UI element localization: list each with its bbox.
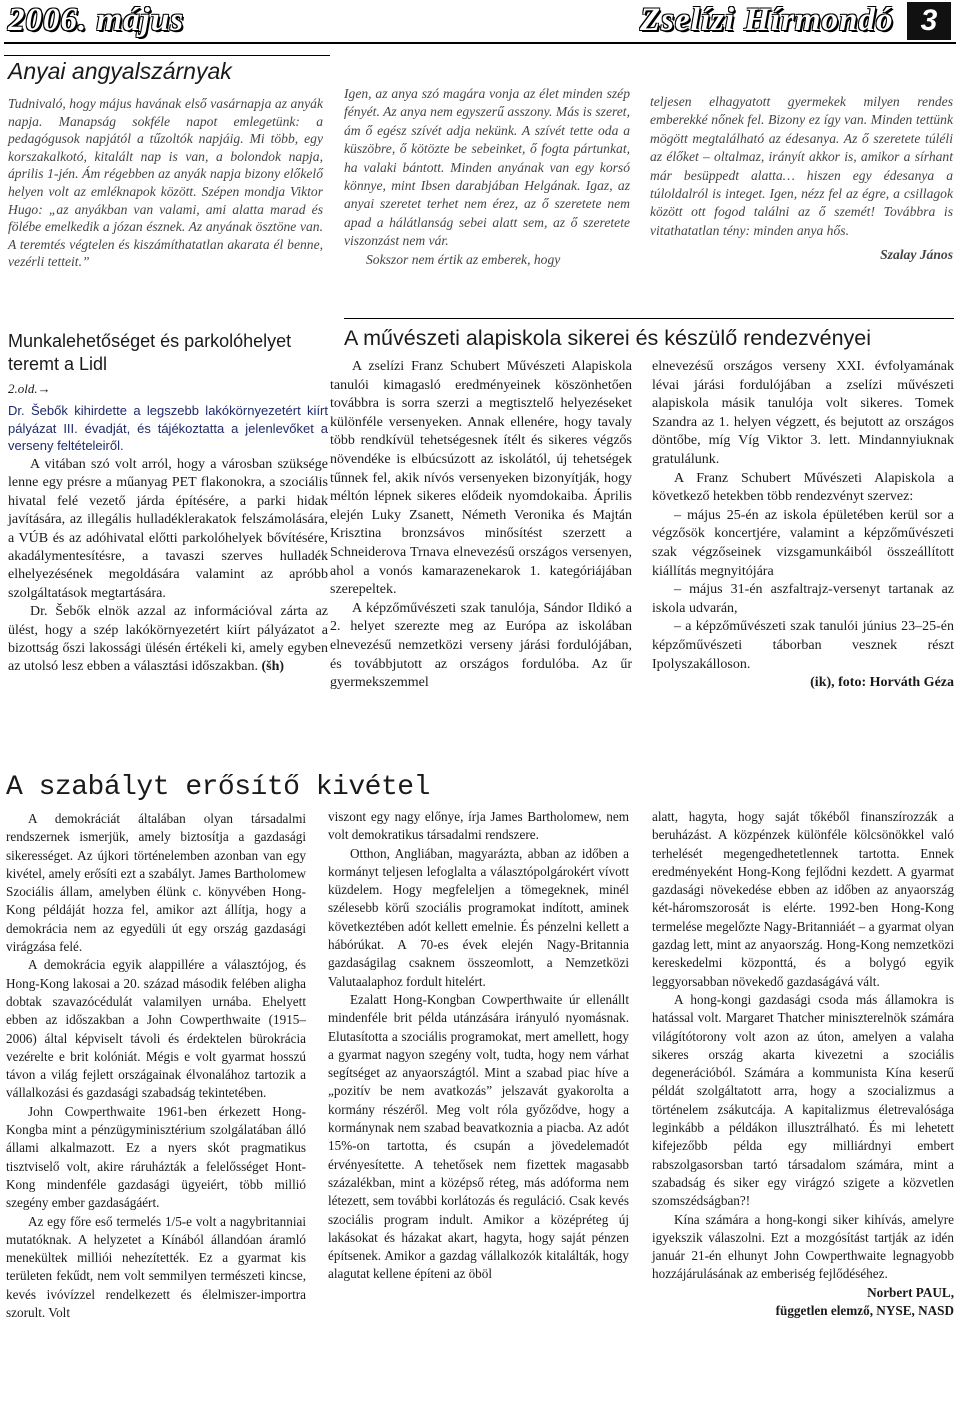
szabaly-paragraph: John Cowperthwaite 1961-ben érkezett Hong-Kongba mint a pénzügyminisztérium szolgálatában álló állami alkalmazott. Ez a nyers skót pragmatikus tisztviselő volt, akire ráruházták a felelősséget Hont-Kong mindenféle gazdasági ügyeiért, több millió szegény ember gazdaságáért.: [6, 1103, 306, 1211]
szabaly-paragraph: A demokráciát általában olyan társadalmi rendszernek ismerjük, amely biztosítja a gazdasági sikerességet. Az újkori történelemben azonban van egy kivétel, amely erősíti ezt a szabályt. James Bartholomew Szociális állam, amelyben élünk c. könyvében Hong-Kong példáját hozza fel, amikor azt állítja, hogy a demokrácia nem az egyedüli út egy ország gazdasági virágzása felé.: [6, 811, 306, 955]
szabaly-paragraph: Kína számára a hong-kongi siker kihívás, amelyre igyekszik válaszolni. Ezt a mozgósítást tartják az idén január 21-én elhunyt John Cowperthwaite legnagyobb hozzájárulásának az emberiség fejlődéséhez.: [652, 1211, 954, 1282]
muveszeti-column-2: [652, 358, 954, 693]
anyai-column-2: [344, 85, 630, 269]
szabaly-headline: A szabályt erősítő kivétel: [6, 772, 430, 803]
lidl-lead: [8, 402, 328, 455]
muveszeti-paragraph: A Franz Schubert Művészeti Alapiskola a következő hetekben több rendezvényt szervez:: [652, 470, 954, 505]
szabaly-column-1: [6, 810, 306, 1322]
muveszeti-paragraph: elnevezésű országos verseny XXI. évfolyamának lévai járási fordulójában a zselízi művészeti alapiskola másik tanulója volt sikeres. Tomek Szandra az 1. helyen végzett, és bejutott az országos döntőbe, míg Víg Viktor 3. lett. Mindannyiuknak gratulálunk.: [652, 359, 954, 467]
szabaly-paragraph: A demokrácia egyik alappillére a választójog, és Hong-Kong lakosai a 20. század második felében aligha dobtak szavazócédulát valamilyen urnába. Ehelyett ebben az időszakban a John Cowperthwaite (1915–2006) által képviselt távoli és érdektelen bürokrácia vezérelte e brit kolóniát. Mégis e volt gyarmat hosszú távon a világ fejlett országainak élvonalához tartozik a vállalkozási és gazdasági szabadság tekintetében.: [6, 957, 306, 1101]
anyai-paragraph: Sokszor nem értik az emberek, hogy: [366, 251, 561, 267]
szabaly-paragraph: A hong-kongi gazdasági csoda más államokra is hatással volt. Margaret Thatcher miniszterelnök számára világítótorony volt azon az úton, amelyen a valaha sikeres ország akarta kivezetni a szociális degenerációból. Számára a kommunista Kína keserű példát szolgáltatott arra, hogy a szocializmus a történelem zsákutcája. A kapitalizmus életrevalósága leginkább a példákon illusztrálható. És mi lehetett kifejezőbb példa egy milliárdnyi embert rabszolgasorsban tartó társadalom számára, mint a szabadság és siker egy virágzó szigete a közvetlen szomszédságban?!: [652, 991, 954, 1209]
lidl-paragraph: [8, 603, 328, 677]
page-number: 3: [907, 2, 951, 40]
anyai-column-1: [8, 95, 323, 271]
szabaly-paragraph: viszont egy nagy előnye, írja James Bartholomew, nem volt demokratikus társadalmi rendszere.: [328, 809, 629, 843]
muveszeti-list-item: – a képzőművészeti szak tanulói június 23–25-én képzőművészeti táborban vesznek részt Ipolyszakálloson.: [652, 619, 954, 672]
muveszeti-top-rule: [344, 318, 954, 319]
muveszeti-paragraph: A képzőművészeti szak tanulója, Sándor Ildikó a 2. helyet szerezte meg az Európa az iskolában elnevezésű nemzetközi verseny járási fordulójában, és továbbjutott az országos fordulóba. Az űr gyermekszemmel: [330, 600, 632, 691]
muveszeti-paragraph: A zselízi Franz Schubert Művészeti Alapiskola tanulói kimagasló eredményeinek köszönhetően továbbra is sorra szerzi a megtisztelő helyezéseket különféle versenyeken. Annak ellenére, hogy tavaly több rendkívül tehetségesnek ítélt és sikeres végzős növendéke is elbúcsúzott az iskolától, új tehetségek tűnnek fel, akik nívós versenyeken bizonyítják, hogy méltón lépnek sikeres elődeik nyomdokaiba. Április elején Luky Zsanett, Németh Veronika és Majtán Krisztina bronzsávos minősítést szerzett a Schneiderova Trnava elnevezésű országos versenyen, ahol a vonós kamarazenekarok 1. kategóriájában szerepeltek.: [330, 359, 632, 598]
szabaly-column-2: [328, 808, 629, 1284]
muveszeti-list-item: – május 25-én az iskola épületében kerül sor a végzősök koncertjére, valamint a képzőművészeti szak végzőseinek vizsgamunkáiból összeállított kiállítás megnyitójára: [652, 507, 954, 579]
anyai-paragraph: teljesen elhagyatott gyermekek milyen rendes emberekké nőnek fel. Bizony ez így van. Minden tettünk mögött megtalálható az édesanya. Az ő szeretete túléli az élőket – oltalmaz, irányít akkor is, amikor a sírhant már besüppedt alatta… hiszen egy édesanya a túloldalról is integet. Igen, nézz fel az égre, a csillagok között ott fogod találni az ő szemét! Továbbra is vitathatatlan tény: minden anya hős.: [650, 94, 953, 238]
lidl-signature: (šh): [261, 659, 285, 675]
anyai-top-rule: [4, 55, 330, 56]
szabaly-paragraph: Ezalatt Hong-Kongban Cowperthwaite úr ellenállt mindenféle brit példa utánzására irányuló nyomásnak. Elutasította a szociális programokat, mert amellett, hogy a gyarmat nagyon szegény volt, tudta, hogy nem várhat segítséget az anyaországtól. Mint a szabad piac híve a „pozitív be nem avatkozás” jelszavát gyakorolta a kormány részéről. Meg volt róla győződve, hogy a kormánynak nem szabad beavatkoznia a piacba. Az adót 15%-on tartotta, és csupán a jövedelemadót érvényesítette. A tehetősek nem fizettek magasabb százalékban, mint a középső réteg, más adóforma nem létezett, sem további korlátozás és reguláció. Csak kevés szociális program indult. Amikor a középréteg új lakásokat és házakat akart, hagyta, hogy saját pénzen építsenek. Amikor a gazdag vállalkozók kitalálták, hogy alagutat kellene építeni az öböl: [328, 991, 629, 1282]
issue-date: 2006. május: [8, 2, 185, 38]
anyai-headline: Anyai angyalszárnyak: [8, 58, 232, 84]
newspaper-title: Zselízi Hírmondó: [640, 2, 894, 38]
lidl-paragraph: A vitában szó volt arról, hogy a városban szüksége lenne egy présre a műanyag PET flakonokra, a szociális hivatal felé vezető járda építésére, a parki hidak javítására, az illegális hulladéklerakatok felszámolására, a VÚB és az adóhivatal előtti parkolóhelyek bővítésére, akadálymentesítésre, a tavaszi szerves hulladék elhelyezésének megoldására valamint az apróbb szolgáltatások megtartására.: [8, 457, 328, 601]
szabaly-column-3: [652, 808, 954, 1320]
szabaly-author-role: független elemző, NYSE, NASD: [775, 1303, 954, 1319]
muveszeti-list-item: – május 31-én aszfaltrajz-versenyt tartanak az iskola udvarán,: [652, 582, 954, 616]
anyai-paragraph: Tudnivaló, hogy május havának első vasárnapja az anyák napja. Manapság sokféle napot emlegetünk: a pedagógusok napjától a tűzoltók napjáig. Mi több, egy korszakalkotó, kitalált nap is van, a bolondok napja, április 1-jén. Ám régebben az anyák napja bizony előkelő helyen volt az emléknapok között. Szépen mondja Viktor Hugo: „az anyákban van valami, ami alatta marad és fölébe emelkedik a józan észnek. Az anyának ösztöne van. A teremtés végtelen és kiszámíthatatlan akarata él benne, vezérli tetteit.”: [8, 96, 323, 270]
muveszeti-column-1: [330, 358, 632, 693]
header-rule: [4, 42, 956, 44]
anyai-author: Szalay János: [880, 247, 953, 263]
lidl-body: [8, 456, 328, 677]
szabaly-author: Norbert PAUL,: [867, 1284, 954, 1300]
lidl-headline: Munkalehetőséget és parkolóhelyet teremt a Lidl: [8, 331, 292, 374]
szabaly-paragraph: Az egy főre eső termelés 1/5-e volt a nagybritanniai mutatóknak. A helyzetet a Kínából állandóan áramló menekültek milliói nehezítették. Ez a gyarmat kis területen fekűdt, nem volt semmilyen természeti kincse, kevés ivóvízzel rendelkezett és élelmiszer-importra szorult. Volt: [6, 1213, 306, 1321]
lidl-paragraph-text: Dr. Šebők elnök azzal az információval zárta az ülést, hogy a szép lakókörnyezetért kiírt pályázatot a bizottság őszi lakossági ülésén értékeli ki, amely egyben az utolsó lesz ebben a választási időszakban.: [8, 604, 328, 675]
anyai-paragraph: Igen, az anya szó magára vonja az élet minden szép fényét. Az anya nem egyszerű asszony. Más is szeret, ám ő egész szívét adja nekünk. A szívét tette oda a küszöbre, ő kötözte be sebeinket, ő fogta pártunkat, ha valaki bántott. Minden anyának van egy korsó könnye, mint Ibsen darabjában Helgának. Igaz, az anyai szeretet terhet nem érez, az ő szeretete nem apad a hálátlanság sebei alatt sem, az ő szeretete viszonzást nem vár.: [344, 86, 630, 249]
lidl-page-reference: 2.old.→: [8, 381, 51, 396]
szabaly-paragraph: Otthon, Angliában, magyarázta, abban az időben a kormányt teljesen lefoglalta a választópolgárokért vívott küzdelem. Hogy megfeleljen a tömegeknek, minél szélesebb körű szociális programokat indított, aminek következtében adót kellett emelnie. És pénzelni kellett a hábórúkat. A 70-es évek elején Nagy-Britannia gazdaságilag csaknem összeomlott, a Nemzetközi Valutaalaphoz fordult hitelért.: [328, 845, 629, 989]
muveszeti-signature: (ik), foto: Horváth Géza: [810, 675, 954, 691]
lidl-lead-text: Dr. Šebők kihirdette a legszebb lakókörnyezetért kiírt pályázat III. évadját, és tájékoztatta a jelenlevőket a verseny feltételeiről.: [8, 403, 328, 454]
szabaly-paragraph: alatt, hagyta, hogy saját tőkéből finanszírozzák a beruházást. A közpénzek különféle kölcsönökkel való terhelését megengedhetetlennek tartotta. Ennek eredményeként Hong-Kong fejlődni kezdett. A gyarmat gazdasági növekedése ebben az időben az anyaország két-háromszorosát is elérte. 1992-ben Hong-Kong termelése megelőzte Nagy-Britanniáét – a gyarmat olyan gazdag lett, mint az anyaország. Hong-Kong nemzetközi kereskedelmi központtá, és a bolygó egyik leggyorsabban növekedő gazdaságává vált.: [652, 809, 954, 989]
muveszeti-headline: A művészeti alapiskola sikerei és készülő rendezvényei: [344, 326, 872, 350]
anyai-column-3: [650, 93, 953, 265]
